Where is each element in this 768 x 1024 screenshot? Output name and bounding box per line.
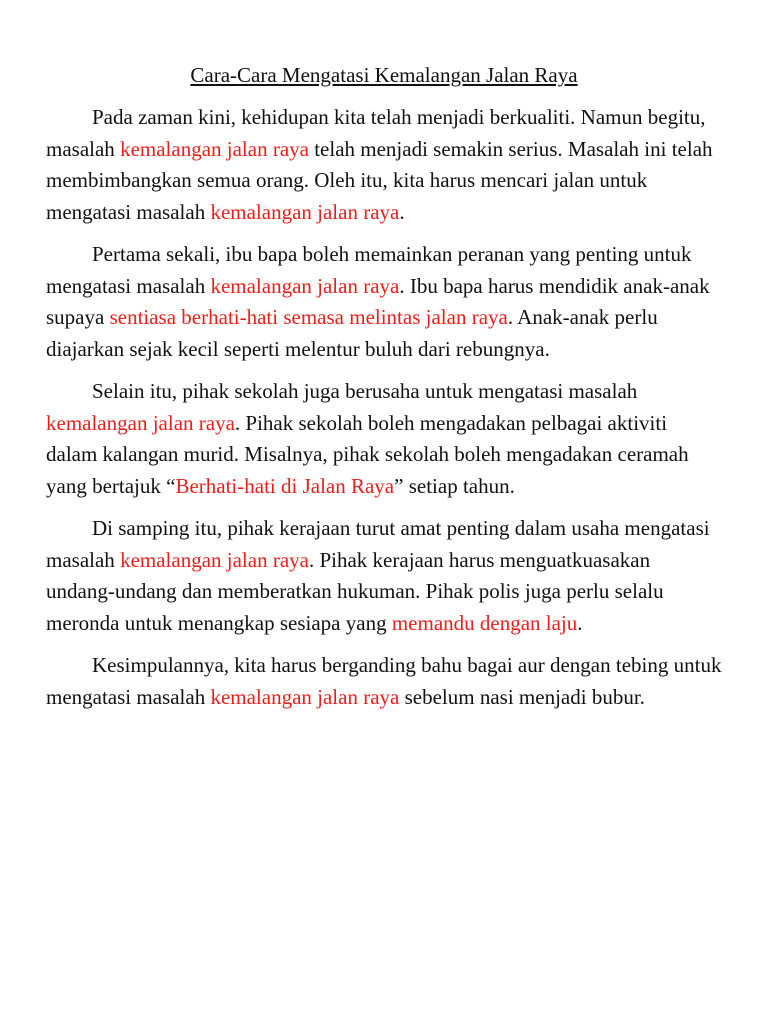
- essay-paragraph: [46, 650, 722, 713]
- essay-paragraph: [46, 239, 722, 365]
- paragraph-text: Pertama sekali, ibu bapa boleh memainkan peranan yang penting untuk mengatasi masalah: [46, 242, 692, 298]
- highlighted-phrase: kemalangan jalan raya: [120, 136, 309, 161]
- highlighted-phrase: kemalangan jalan raya: [46, 410, 235, 435]
- highlighted-phrase: memandu dengan laju: [391, 610, 578, 635]
- paragraph-text: ” setiap tahun.: [394, 473, 515, 498]
- paragraph-text: Pada zaman kini, kehidupan kita telah menjadi berkualiti. Namun begitu, masalah: [46, 105, 706, 161]
- essay-paragraph: [46, 376, 722, 502]
- highlighted-phrase: Berhati-hati di Jalan Raya: [175, 473, 395, 498]
- highlighted-phrase: sentiasa berhati-hati semasa melintas jalan raya: [109, 305, 508, 329]
- paragraph-text: Di samping itu, pihak kerajaan turut amat penting dalam usaha mengatasi masalah: [46, 516, 710, 572]
- essay-paragraph: [46, 513, 722, 639]
- paragraph-text: Selain itu, pihak sekolah juga berusaha untuk mengatasi masalah: [92, 379, 638, 403]
- highlighted-phrase: kemalangan jalan raya: [120, 547, 309, 572]
- highlighted-phrase: kemalangan jalan raya: [210, 199, 400, 224]
- highlighted-phrase: kemalangan jalan raya: [210, 684, 400, 709]
- paragraph-text: . Pihak sekolah boleh mengadakan pelbagai aktiviti dalam kalangan murid. Misalnya, pihak sekolah boleh mengadakan ceramah yang bertajuk “: [46, 410, 689, 498]
- paragraph-text: . Pihak kerajaan harus menguatkuasakan undang-undang dan memberatkan hukuman. Pihak polis juga perlu selalu meronda untuk menangkap sesiapa yang: [46, 547, 664, 635]
- paragraph-text: sebelum nasi menjadi bubur.: [399, 684, 645, 709]
- paragraph-text: Kesimpulannya, kita harus berganding bahu bagai aur dengan tebing untuk mengatasi masalah: [46, 653, 722, 709]
- essay-paragraph: [46, 102, 722, 228]
- paragraph-text: .: [399, 199, 405, 224]
- essay-title: Cara-Cara Mengatasi Kemalangan Jalan Raya: [190, 63, 578, 87]
- paragraph-text: . Ibu bapa harus mendidik anak-anak supaya: [46, 273, 710, 329]
- highlighted-phrase: kemalangan jalan raya: [210, 273, 400, 298]
- paragraph-text: .: [577, 610, 583, 635]
- essay-page: [46, 62, 722, 724]
- paragraph-text: . Anak-anak perlu diajarkan sejak kecil seperti melentur buluh dari rebungnya.: [46, 305, 658, 361]
- paragraph-text: telah menjadi semakin serius. Masalah ini telah membimbangkan semua orang. Oleh itu, kita harus mencari jalan untuk mengatasi masalah: [46, 136, 713, 224]
- essay-body: [46, 102, 722, 713]
